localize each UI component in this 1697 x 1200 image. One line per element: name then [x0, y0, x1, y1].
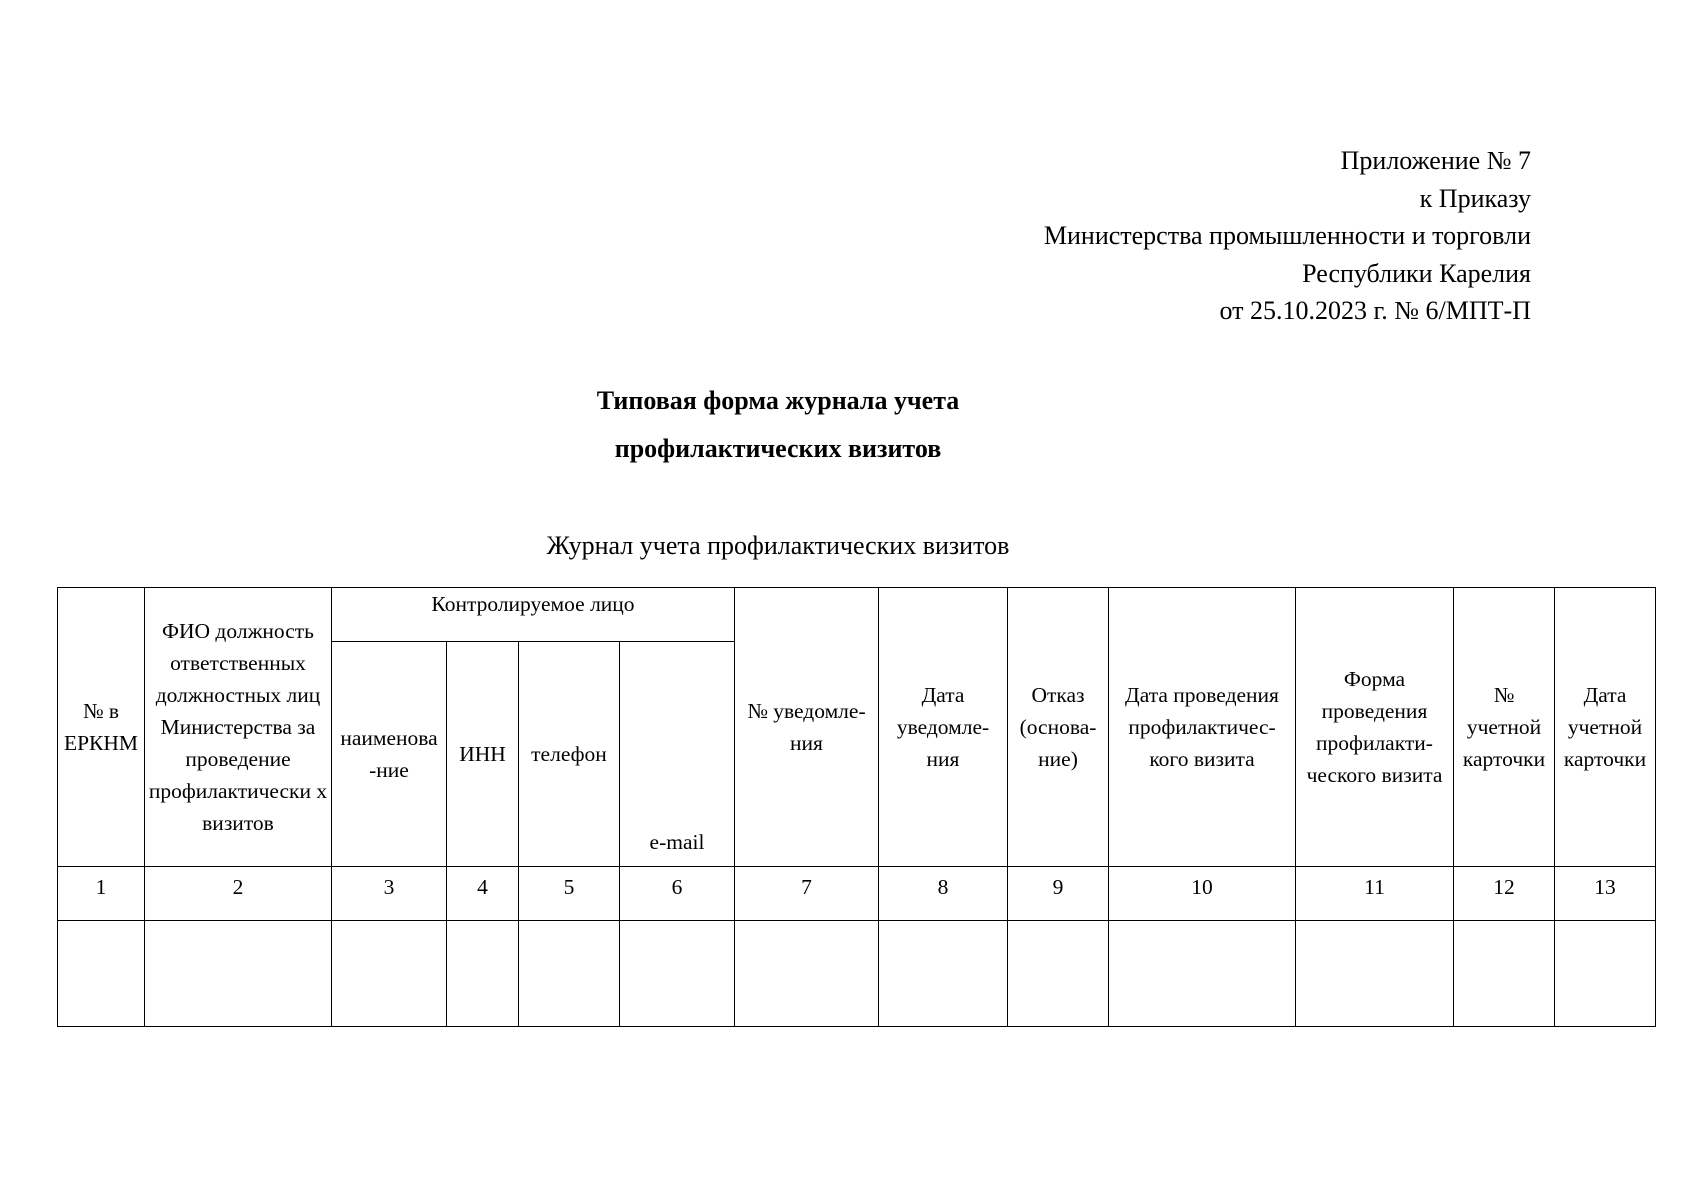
header-cell-inn: ИНН: [447, 642, 519, 867]
column-number: 9: [1008, 867, 1109, 921]
table-caption: Журнал учета профилактических визитов: [546, 531, 1010, 560]
header-cell-notification-number: № уведомле- ния: [735, 588, 879, 867]
header-cell-notification-date: Дата уведомле- ния: [879, 588, 1008, 867]
column-number: 13: [1555, 867, 1656, 921]
empty-cell: [620, 921, 735, 1027]
column-number: 11: [1296, 867, 1454, 921]
empty-cell: [1109, 921, 1296, 1027]
journal-table: [57, 587, 1656, 1027]
appendix-reference: [1044, 142, 1531, 330]
header-cell-visit-date: Дата проведения профилактичес- кого визита: [1109, 588, 1296, 867]
header-cell-erknm: № в ЕРКНМ: [58, 588, 145, 867]
empty-cell: [1296, 921, 1454, 1027]
appendix-line: к Приказу: [1419, 183, 1531, 213]
column-number: 3: [332, 867, 447, 921]
empty-cell: [447, 921, 519, 1027]
column-number: 10: [1109, 867, 1296, 921]
appendix-line: Министерства промышленности и торговли: [1043, 221, 1531, 250]
header-row-top: [58, 588, 1656, 642]
empty-cell: [58, 921, 145, 1027]
column-number: 4: [447, 867, 519, 921]
empty-cell: [1008, 921, 1109, 1027]
document-title-line-2: профилактических визитов: [614, 434, 942, 463]
empty-cell: [879, 921, 1008, 1027]
header-cell-email: e-mail: [620, 642, 735, 867]
column-number: 2: [145, 867, 332, 921]
document-title: [0, 377, 1556, 473]
header-cell-phone: телефон: [519, 642, 620, 867]
column-number: 7: [735, 867, 879, 921]
empty-cell: [1454, 921, 1555, 1027]
column-number: 8: [879, 867, 1008, 921]
empty-data-row: [58, 921, 1656, 1027]
header-cell-name: наименова -ние: [332, 642, 447, 867]
empty-cell: [1555, 921, 1656, 1027]
column-number: 5: [519, 867, 620, 921]
header-cell-card-date: Дата учетной карточки: [1555, 588, 1656, 867]
column-number: 6: [620, 867, 735, 921]
appendix-line: от 25.10.2023 г. № 6/МПТ-П: [1219, 296, 1531, 325]
column-number: 1: [58, 867, 145, 921]
header-cell-refusal: Отказ (основа- ние): [1008, 588, 1109, 867]
header-cell-responsible-officials: ФИО должность ответственных должностных лиц Министерства за проведение профилактически х визитов: [145, 588, 332, 867]
empty-cell: [145, 921, 332, 1027]
column-number-row: [58, 867, 1656, 921]
appendix-line: Приложение № 7: [1340, 146, 1531, 175]
column-number: 12: [1454, 867, 1555, 921]
document-title-line-1: Типовая форма журнала учета: [596, 386, 960, 415]
header-cell-controlled-person: Контролируемое лицо: [332, 588, 735, 642]
header-cell-card-number: № учетной карточки: [1454, 588, 1555, 867]
empty-cell: [735, 921, 879, 1027]
empty-cell: [519, 921, 620, 1027]
header-cell-visit-form: Форма проведения профилакти- ческого визита: [1296, 588, 1454, 867]
appendix-line: Республики Карелия: [1302, 258, 1531, 288]
empty-cell: [332, 921, 447, 1027]
